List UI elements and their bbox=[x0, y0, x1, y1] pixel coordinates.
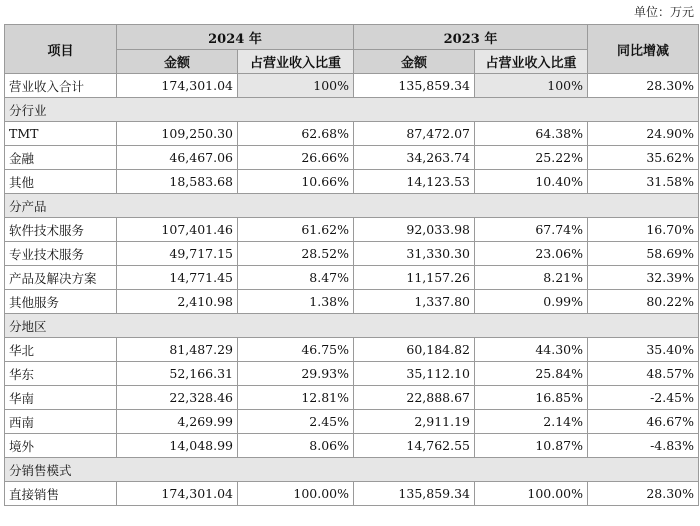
total-amount-2023: 135,859.34 bbox=[354, 74, 475, 98]
total-share-2024: 100% bbox=[238, 74, 354, 98]
header-yoy: 同比增减 bbox=[588, 25, 699, 74]
table-row bbox=[5, 122, 699, 146]
cell-yoy: -2.45% bbox=[588, 386, 699, 410]
cell-yoy: 35.62% bbox=[588, 146, 699, 170]
cell-share-2024: 12.81% bbox=[238, 386, 354, 410]
section-header-row bbox=[5, 458, 699, 482]
section-title: 分地区 bbox=[5, 314, 699, 338]
cell-share-2024: 100.00% bbox=[238, 482, 354, 506]
cell-share-2023: 23.06% bbox=[475, 242, 588, 266]
section-title: 分行业 bbox=[5, 98, 699, 122]
header-share-2023: 占营业收入比重 bbox=[475, 50, 588, 74]
cell-amount-2024: 46,467.06 bbox=[117, 146, 238, 170]
total-label: 营业收入合计 bbox=[5, 74, 117, 98]
row-label: 直接销售 bbox=[5, 482, 117, 506]
cell-amount-2023: 22,888.67 bbox=[354, 386, 475, 410]
cell-amount-2024: 4,269.99 bbox=[117, 410, 238, 434]
row-label: 华东 bbox=[5, 362, 117, 386]
row-label: 其他 bbox=[5, 170, 117, 194]
cell-amount-2023: 31,330.30 bbox=[354, 242, 475, 266]
header-item: 项目 bbox=[5, 25, 117, 74]
cell-share-2024: 8.06% bbox=[238, 434, 354, 458]
cell-amount-2023: 1,337.80 bbox=[354, 290, 475, 314]
cell-amount-2023: 87,472.07 bbox=[354, 122, 475, 146]
section-header-row bbox=[5, 194, 699, 218]
cell-yoy: 46.67% bbox=[588, 410, 699, 434]
row-label: 金融 bbox=[5, 146, 117, 170]
cell-share-2024: 46.75% bbox=[238, 338, 354, 362]
cell-yoy: 32.39% bbox=[588, 266, 699, 290]
table-row bbox=[5, 218, 699, 242]
cell-amount-2023: 11,157.26 bbox=[354, 266, 475, 290]
header-year-2024: 2024 年 bbox=[117, 25, 354, 50]
cell-yoy: 16.70% bbox=[588, 218, 699, 242]
row-label: TMT bbox=[5, 122, 117, 146]
revenue-table bbox=[4, 24, 699, 506]
cell-amount-2024: 14,048.99 bbox=[117, 434, 238, 458]
cell-yoy: 48.57% bbox=[588, 362, 699, 386]
cell-share-2023: 2.14% bbox=[475, 410, 588, 434]
cell-share-2023: 64.38% bbox=[475, 122, 588, 146]
cell-amount-2024: 18,583.68 bbox=[117, 170, 238, 194]
table-row bbox=[5, 338, 699, 362]
cell-amount-2024: 14,771.45 bbox=[117, 266, 238, 290]
cell-share-2024: 8.47% bbox=[238, 266, 354, 290]
row-label: 境外 bbox=[5, 434, 117, 458]
cell-amount-2024: 107,401.46 bbox=[117, 218, 238, 242]
cell-yoy: 28.30% bbox=[588, 482, 699, 506]
cell-share-2023: 8.21% bbox=[475, 266, 588, 290]
row-label: 华北 bbox=[5, 338, 117, 362]
cell-share-2023: 10.87% bbox=[475, 434, 588, 458]
cell-amount-2023: 34,263.74 bbox=[354, 146, 475, 170]
cell-yoy: 80.22% bbox=[588, 290, 699, 314]
section-title: 分销售模式 bbox=[5, 458, 699, 482]
row-label: 西南 bbox=[5, 410, 117, 434]
cell-amount-2023: 2,911.19 bbox=[354, 410, 475, 434]
cell-share-2023: 67.74% bbox=[475, 218, 588, 242]
unit-label: 单位：万元 bbox=[633, 5, 694, 19]
total-yoy: 28.30% bbox=[588, 74, 699, 98]
row-label: 华南 bbox=[5, 386, 117, 410]
cell-share-2024: 26.66% bbox=[238, 146, 354, 170]
header-share-2024: 占营业收入比重 bbox=[238, 50, 354, 74]
table-row bbox=[5, 434, 699, 458]
cell-amount-2023: 135,859.34 bbox=[354, 482, 475, 506]
table-row bbox=[5, 266, 699, 290]
cell-amount-2024: 52,166.31 bbox=[117, 362, 238, 386]
total-row bbox=[5, 74, 699, 98]
table-row bbox=[5, 146, 699, 170]
cell-amount-2023: 60,184.82 bbox=[354, 338, 475, 362]
total-share-2023: 100% bbox=[475, 74, 588, 98]
cell-share-2024: 28.52% bbox=[238, 242, 354, 266]
table-row bbox=[5, 242, 699, 266]
row-label: 专业技术服务 bbox=[5, 242, 117, 266]
table-row bbox=[5, 482, 699, 506]
cell-amount-2024: 174,301.04 bbox=[117, 482, 238, 506]
cell-share-2024: 29.93% bbox=[238, 362, 354, 386]
cell-share-2023: 16.85% bbox=[475, 386, 588, 410]
cell-share-2024: 61.62% bbox=[238, 218, 354, 242]
header-year-2023: 2023 年 bbox=[354, 25, 588, 50]
cell-yoy: 24.90% bbox=[588, 122, 699, 146]
cell-yoy: 35.40% bbox=[588, 338, 699, 362]
row-label: 软件技术服务 bbox=[5, 218, 117, 242]
cell-amount-2024: 2,410.98 bbox=[117, 290, 238, 314]
cell-share-2023: 0.99% bbox=[475, 290, 588, 314]
row-label: 其他服务 bbox=[5, 290, 117, 314]
cell-amount-2023: 35,112.10 bbox=[354, 362, 475, 386]
header-amount-2024: 金额 bbox=[117, 50, 238, 74]
cell-amount-2023: 92,033.98 bbox=[354, 218, 475, 242]
header-amount-2023: 金额 bbox=[354, 50, 475, 74]
section-title: 分产品 bbox=[5, 194, 699, 218]
cell-share-2023: 10.40% bbox=[475, 170, 588, 194]
table-row bbox=[5, 170, 699, 194]
cell-yoy: -4.83% bbox=[588, 434, 699, 458]
section-header-row bbox=[5, 98, 699, 122]
table-row bbox=[5, 362, 699, 386]
cell-share-2023: 25.84% bbox=[475, 362, 588, 386]
row-label: 产品及解决方案 bbox=[5, 266, 117, 290]
cell-share-2023: 25.22% bbox=[475, 146, 588, 170]
cell-amount-2023: 14,762.55 bbox=[354, 434, 475, 458]
total-amount-2024: 174,301.04 bbox=[117, 74, 238, 98]
table-row bbox=[5, 290, 699, 314]
cell-amount-2024: 81,487.29 bbox=[117, 338, 238, 362]
header-row-years bbox=[5, 25, 699, 50]
cell-share-2023: 44.30% bbox=[475, 338, 588, 362]
cell-amount-2024: 49,717.15 bbox=[117, 242, 238, 266]
cell-share-2024: 62.68% bbox=[238, 122, 354, 146]
cell-share-2024: 1.38% bbox=[238, 290, 354, 314]
cell-share-2023: 100.00% bbox=[475, 482, 588, 506]
cell-yoy: 58.69% bbox=[588, 242, 699, 266]
cell-amount-2024: 22,328.46 bbox=[117, 386, 238, 410]
cell-share-2024: 10.66% bbox=[238, 170, 354, 194]
cell-amount-2024: 109,250.30 bbox=[117, 122, 238, 146]
cell-share-2024: 2.45% bbox=[238, 410, 354, 434]
cell-amount-2023: 14,123.53 bbox=[354, 170, 475, 194]
table-row bbox=[5, 386, 699, 410]
table-row bbox=[5, 410, 699, 434]
cell-yoy: 31.58% bbox=[588, 170, 699, 194]
section-header-row bbox=[5, 314, 699, 338]
